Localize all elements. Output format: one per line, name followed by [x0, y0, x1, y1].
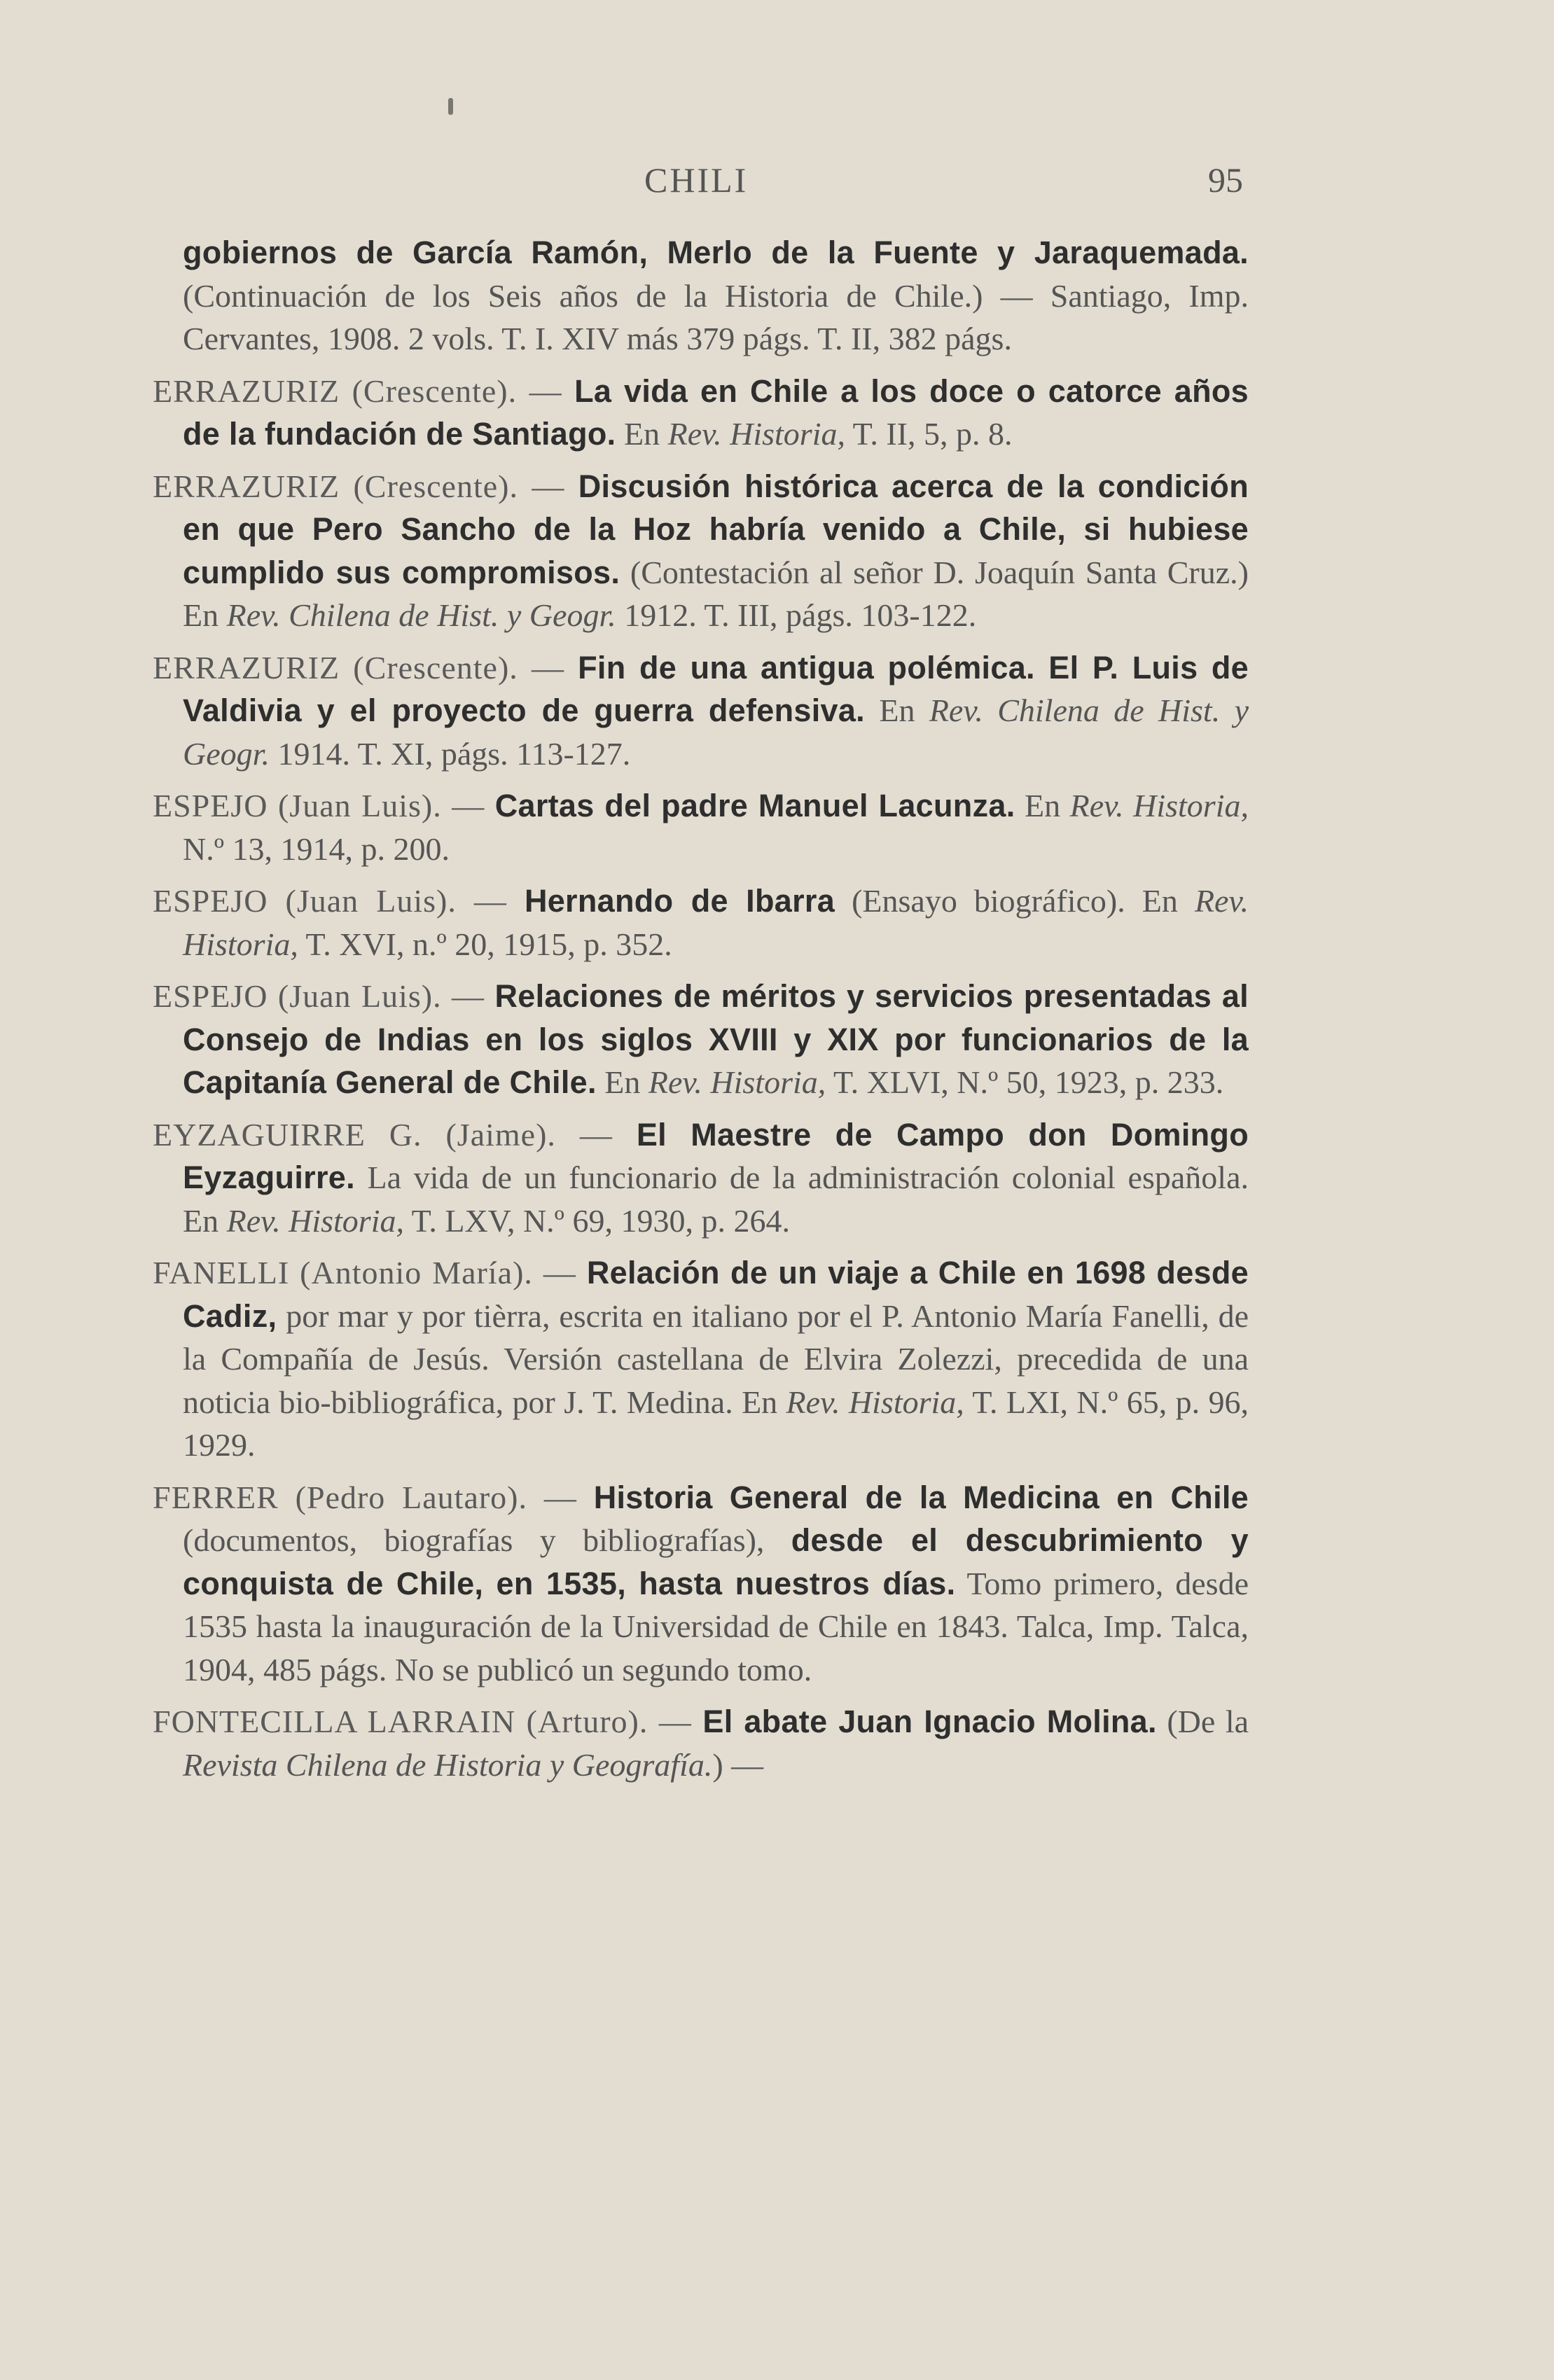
- ink-speck: [448, 98, 453, 115]
- entry-author: ERRAZURIZ (Crescente). —: [153, 373, 575, 409]
- bibliography-entry: [153, 1476, 1249, 1692]
- entry-details: ) —: [712, 1746, 764, 1783]
- bibliography-entry: [153, 879, 1249, 966]
- entry-text: En: [596, 1064, 648, 1100]
- entry-author: FONTECILLA LARRAIN (Arturo). —: [153, 1704, 703, 1739]
- entry-details: 1912. T. III, págs. 103-122.: [616, 597, 977, 633]
- bibliography-entry: [153, 465, 1249, 637]
- entry-journal: Rev. Historia,: [226, 1202, 404, 1239]
- entry-details: T. LXI, N.º 65, p. 96, 1929.: [183, 1384, 1249, 1463]
- entry-title: Historia General de la Medicina en Chile: [593, 1479, 1249, 1515]
- entry-text: (documentos, biografías y bibliografías),: [183, 1522, 791, 1558]
- entry-author: ESPEJO (Juan Luis). —: [153, 883, 525, 919]
- bibliography-entry: [153, 646, 1249, 776]
- entry-details: 1914. T. XI, págs. 113-127.: [269, 735, 631, 772]
- entry-title: Fin de una antigua polémica. El P. Luis de Valdivia y el proyecto de guerra defensiva.: [183, 649, 1249, 728]
- running-head: [0, 160, 1554, 209]
- entry-title: Relaciones de méritos y servicios presentadas al Consejo de Indias en los siglos XVIII y XIX por funcionarios de la Capitanía General de Chile.: [183, 978, 1249, 1100]
- entry-text: por mar y por tièrra, escrita en italiano por el P. Antonio María Fanelli, de la Compañía de Jesús. Versión castellana de Elvira Zolezzi, precedida de una noticia bio-bibliográfica, por J. T. Medina. En: [183, 1297, 1249, 1420]
- bibliography-entry: [153, 1113, 1249, 1243]
- entry-journal: Rev. Chilena de Hist. y Geogr.: [183, 693, 1249, 772]
- entry-text: En: [616, 416, 668, 452]
- bibliography-entry: [153, 784, 1249, 870]
- entry-details: T. LXV, N.º 69, 1930, p. 264.: [404, 1202, 790, 1239]
- entry-journal: Rev. Historia,: [183, 883, 1249, 962]
- entry-author: ESPEJO (Juan Luis). —: [153, 788, 495, 823]
- entry-title-continued: desde el descubrimiento y conquista de Chile, en 1535, hasta nuestros días.: [183, 1522, 1249, 1601]
- bibliography-entry: [153, 231, 1249, 361]
- entry-title: gobiernos de García Ramón, Merlo de la Fuente y Jaraquemada.: [183, 235, 1249, 270]
- entry-author: EYZAGUIRRE G. (Jaime). —: [153, 1116, 637, 1153]
- entry-author: ERRAZURIZ (Crescente). —: [153, 649, 578, 686]
- page-number: 95: [1208, 160, 1243, 200]
- entry-title: Hernando de Ibarra: [524, 883, 835, 919]
- entry-journal: Rev. Historia,: [648, 1064, 826, 1100]
- entry-text: (Contestación al señor D. Joaquín Santa Cruz.) En: [183, 554, 1249, 633]
- entry-text: (De la: [1156, 1704, 1249, 1739]
- entry-text: En: [864, 693, 929, 728]
- entry-journal: Rev. Chilena de Hist. y Geogr.: [226, 597, 616, 633]
- entry-title: Cartas del padre Manuel Lacunza.: [494, 788, 1015, 823]
- entry-journal: Rev. Historia,: [786, 1384, 964, 1420]
- entry-text: (Ensayo biográfico). En: [835, 883, 1195, 919]
- bibliography-entry: [153, 975, 1249, 1104]
- bibliography-list: [153, 231, 1249, 1795]
- entry-title: Discusión histórica acerca de la condición en que Pero Sancho de la Hoz habría venido a Chile, si hubiese cumplido sus compromisos.: [183, 468, 1249, 590]
- entry-details: Tomo primero, desde 1535 hasta la inauguración de la Universidad de Chile en 1843. Talca, Imp. Talca, 1904, 485 págs. No se publicó un segundo tomo.: [183, 1565, 1249, 1687]
- entry-author: FERRER (Pedro Lautaro). —: [153, 1479, 594, 1515]
- entry-details: T. XVI, n.º 20, 1915, p. 352.: [298, 926, 672, 962]
- entry-details: T. XLVI, N.º 50, 1923, p. 233.: [826, 1064, 1224, 1100]
- entry-title: El abate Juan Ignacio Molina.: [702, 1704, 1157, 1739]
- entry-title: El Maestre de Campo don Domingo Eyzaguirre.: [183, 1116, 1249, 1195]
- entry-details: T. II, 5, p. 8.: [845, 416, 1013, 452]
- entry-title: La vida en Chile a los doce o catorce años de la fundación de Santiago.: [183, 373, 1249, 452]
- bibliography-entry: [153, 370, 1249, 456]
- entry-text: En: [1015, 788, 1070, 823]
- entry-text: La vida de un funcionario de la administración colonial española. En: [183, 1160, 1249, 1239]
- entry-details: (Continuación de los Seis años de la Historia de Chile.) — Santiago, Imp. Cervantes, 1908. 2 vols. T. I. XIV más 379 págs. T. II, 382 págs.: [183, 277, 1249, 356]
- entry-details: N.º 13, 1914, p. 200.: [183, 830, 450, 867]
- entry-author: ESPEJO (Juan Luis). —: [153, 978, 495, 1014]
- bibliography-entry: [153, 1700, 1249, 1786]
- entry-author: ERRAZURIZ (Crescente). —: [153, 468, 578, 504]
- entry-journal: Revista Chilena de Historia y Geografía.: [183, 1746, 713, 1783]
- bibliography-entry: [153, 1251, 1249, 1467]
- entry-journal: Rev. Historia,: [1069, 788, 1249, 823]
- page-header-title: CHILI: [644, 160, 749, 200]
- entry-journal: Rev. Historia,: [667, 416, 845, 452]
- entry-title: Relación de un viaje a Chile en 1698 desde Cadiz,: [183, 1255, 1249, 1334]
- entry-author: FANELLI (Antonio María). —: [153, 1255, 587, 1290]
